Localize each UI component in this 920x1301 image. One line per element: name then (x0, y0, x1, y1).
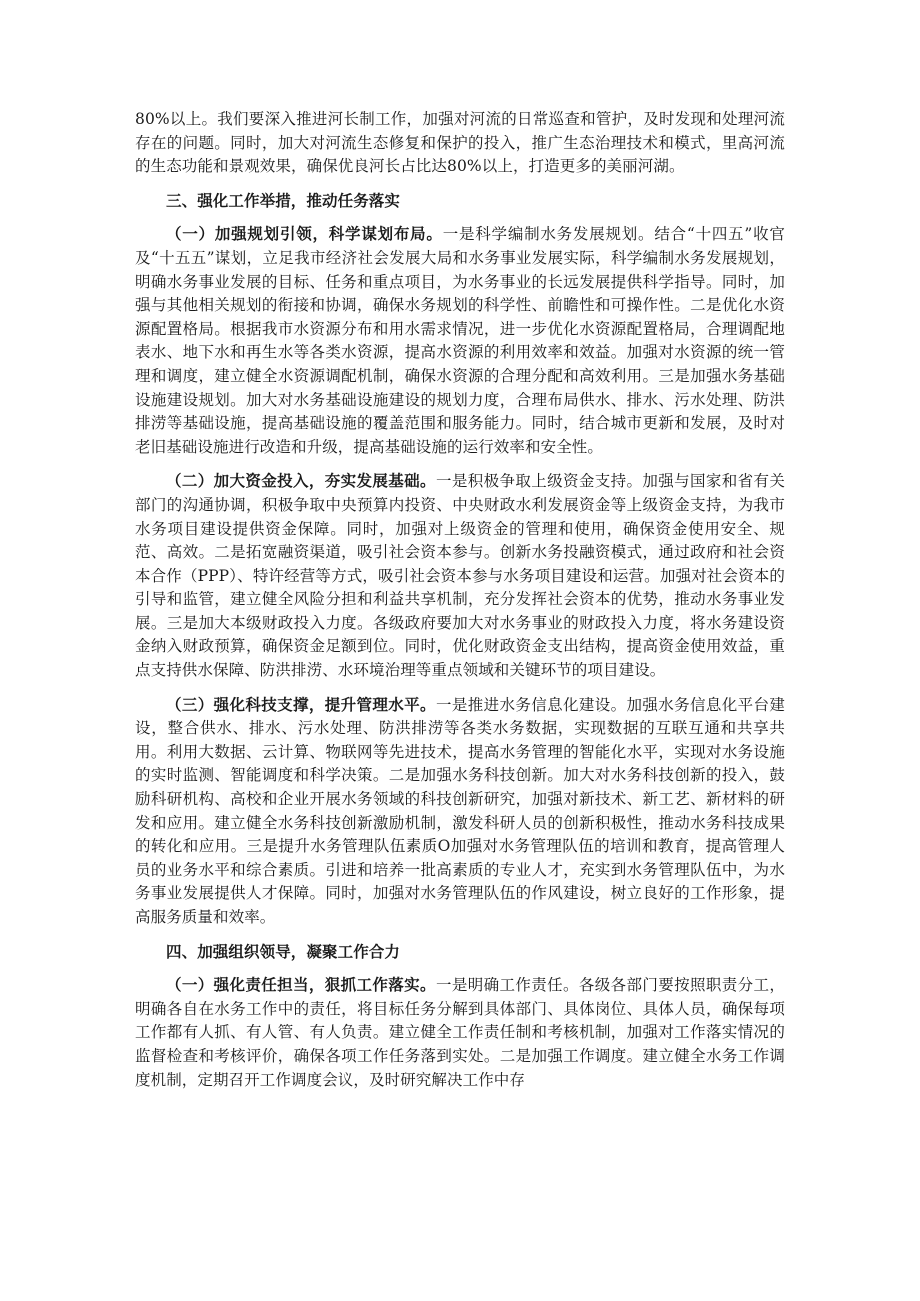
section-3-paragraph-1-body: 一是科学编制水务发展规划。结合“十四五”收官及“十五五”谋划，立足我市经济社会发展大局和水务事业发展实际，科学编制水务发展规划，明确水务事业发展的目标、任务和重点项目，为水务事业的长远发展提供科学指导。同时，加强与其他相关规划的衔接和协调，确保水务规划的科学性、前瞻性和可操作性。二是优化水资源配置格局。根据我市水资源分布和用水需求情况，进一步优化水资源配置格局，合理调配地表水、地下水和再生水等各类水资源，提高水资源的利用效率和效益。加强对水资源的统一管理和调度，建立健全水资源调配机制，确保水资源的合理分配和高效利用。三是加强水务基础设施建设规划。加大对水务基础设施建设的规划力度，合理布局供水、排水、污水处理、防洪排涝等基础设施，提高基础设施的覆盖范围和服务能力。同时，结合城市更新和发展，及时对老旧基础设施进行改造和升级，提高基础设施的运行效率和安全性。 (135, 225, 785, 456)
section-3-paragraph-2-body: 一是积极争取上级资金支持。加强与国家和省有关部门的沟通协调，积极争取中央预算内投资、中央财政水利发展资金等上级资金支持，为我市水务项目建设提供资金保障。同时，加强对上级资金的管理和使用，确保资金使用安全、规范、高效。二是拓宽融资渠道，吸引社会资本参与。创新水务投融资模式，通过政府和社会资本合作（PPP）、特许经营等方式，吸引社会资本参与水务项目建设和运营。加强对社会资本的引导和监管，建立健全风险分担和利益共享机制，充分发挥社会资本的优势，推动水务事业发展。三是加大本级财政投入力度。各级政府要加大对水务事业的财政投入力度，将水务建设资金纳入财政预算，确保资金足额到位。同时，优化财政资金支出结构，提高资金使用效益，重点支持供水保障、防洪排涝、水环境治理等重点领域和关键环节的项目建设。 (135, 472, 786, 680)
document-page (135, 108, 785, 1092)
section-3-paragraph-2-lead: （二）加大资金投入，夯实发展基础。 (166, 471, 436, 491)
section-4-paragraph-1-lead: （一）强化责任担当，狠抓工作落实。 (166, 975, 436, 995)
section-3-paragraph-3 (135, 693, 785, 930)
section-3-heading: 三、强化工作举措，推动任务落实 (166, 190, 401, 210)
section-4-paragraph-1-body: 一是明确工作责任。各级各部门要按照职责分工，明确各自在水务工作中的责任，将目标任务分解到具体部门、具体岗位、具体人员，确保每项工作都有人抓、有人管、有人负责。建立健全工作责任制和考核机制，加强对工作落实情况的监督检查和考核评价，确保各项工作任务落到实处。二是加强工作调度。建立健全水务工作调度机制，定期召开工作调度会议，及时研究解决工作中存 (135, 976, 786, 1089)
section-3-paragraph-2 (135, 469, 785, 682)
section-3-paragraph-3-body: 一是推进水务信息化建设。加强水务信息化平台建设，整合供水、排水、污水处理、防洪排涝等各类水务数据，实现数据的互联互通和共享共用。利用大数据、云计算、物联网等先进技术，提高水务管理的智能化水平，实现对水务设施的实时监测、智能调度和科学决策。二是加强水务科技创新。加大对水务科技创新的投入，鼓励科研机构、高校和企业开展水务领域的科技创新研究，加强对新技术、新工艺、新材料的研发和应用。建立健全水务科技创新激励机制，激发科研人员的创新积极性，推动水务科技成果的转化和应用。三是提升水务管理队伍素质O加强对水务管理队伍的培训和教育，提高管理人员的业务水平和综合素质。引进和培养一批高素质的专业人才，充实到水务管理队伍中，为水务事业发展提供人才保障。同时，加强对水务管理队伍的作风建设，树立良好的工作形象，提高服务质量和效率。 (135, 695, 786, 926)
intro-paragraph: 80%以上。我们要深入推进河长制工作，加强对河流的日常巡查和管护，及时发现和处理河流存在的问题。同时，加大对河流生态修复和保护的投入，推广生态治理技术和模式，里高河流的生态功能和景观效果，确保优良河长占比达80%以上，打造更多的美丽河湖。 (135, 110, 785, 176)
section-3-paragraph-3-lead: （三）强化科技支撑，提升管理水平。 (166, 694, 436, 714)
section-4-paragraph-1 (135, 973, 785, 1092)
section-3-paragraph-1-lead: （一）加强规划引领，科学谋划布局。 (166, 224, 443, 244)
section-3-paragraph-1 (135, 222, 785, 459)
section-4-heading: 四、加强组织领导，凝聚工作合力 (166, 941, 401, 961)
